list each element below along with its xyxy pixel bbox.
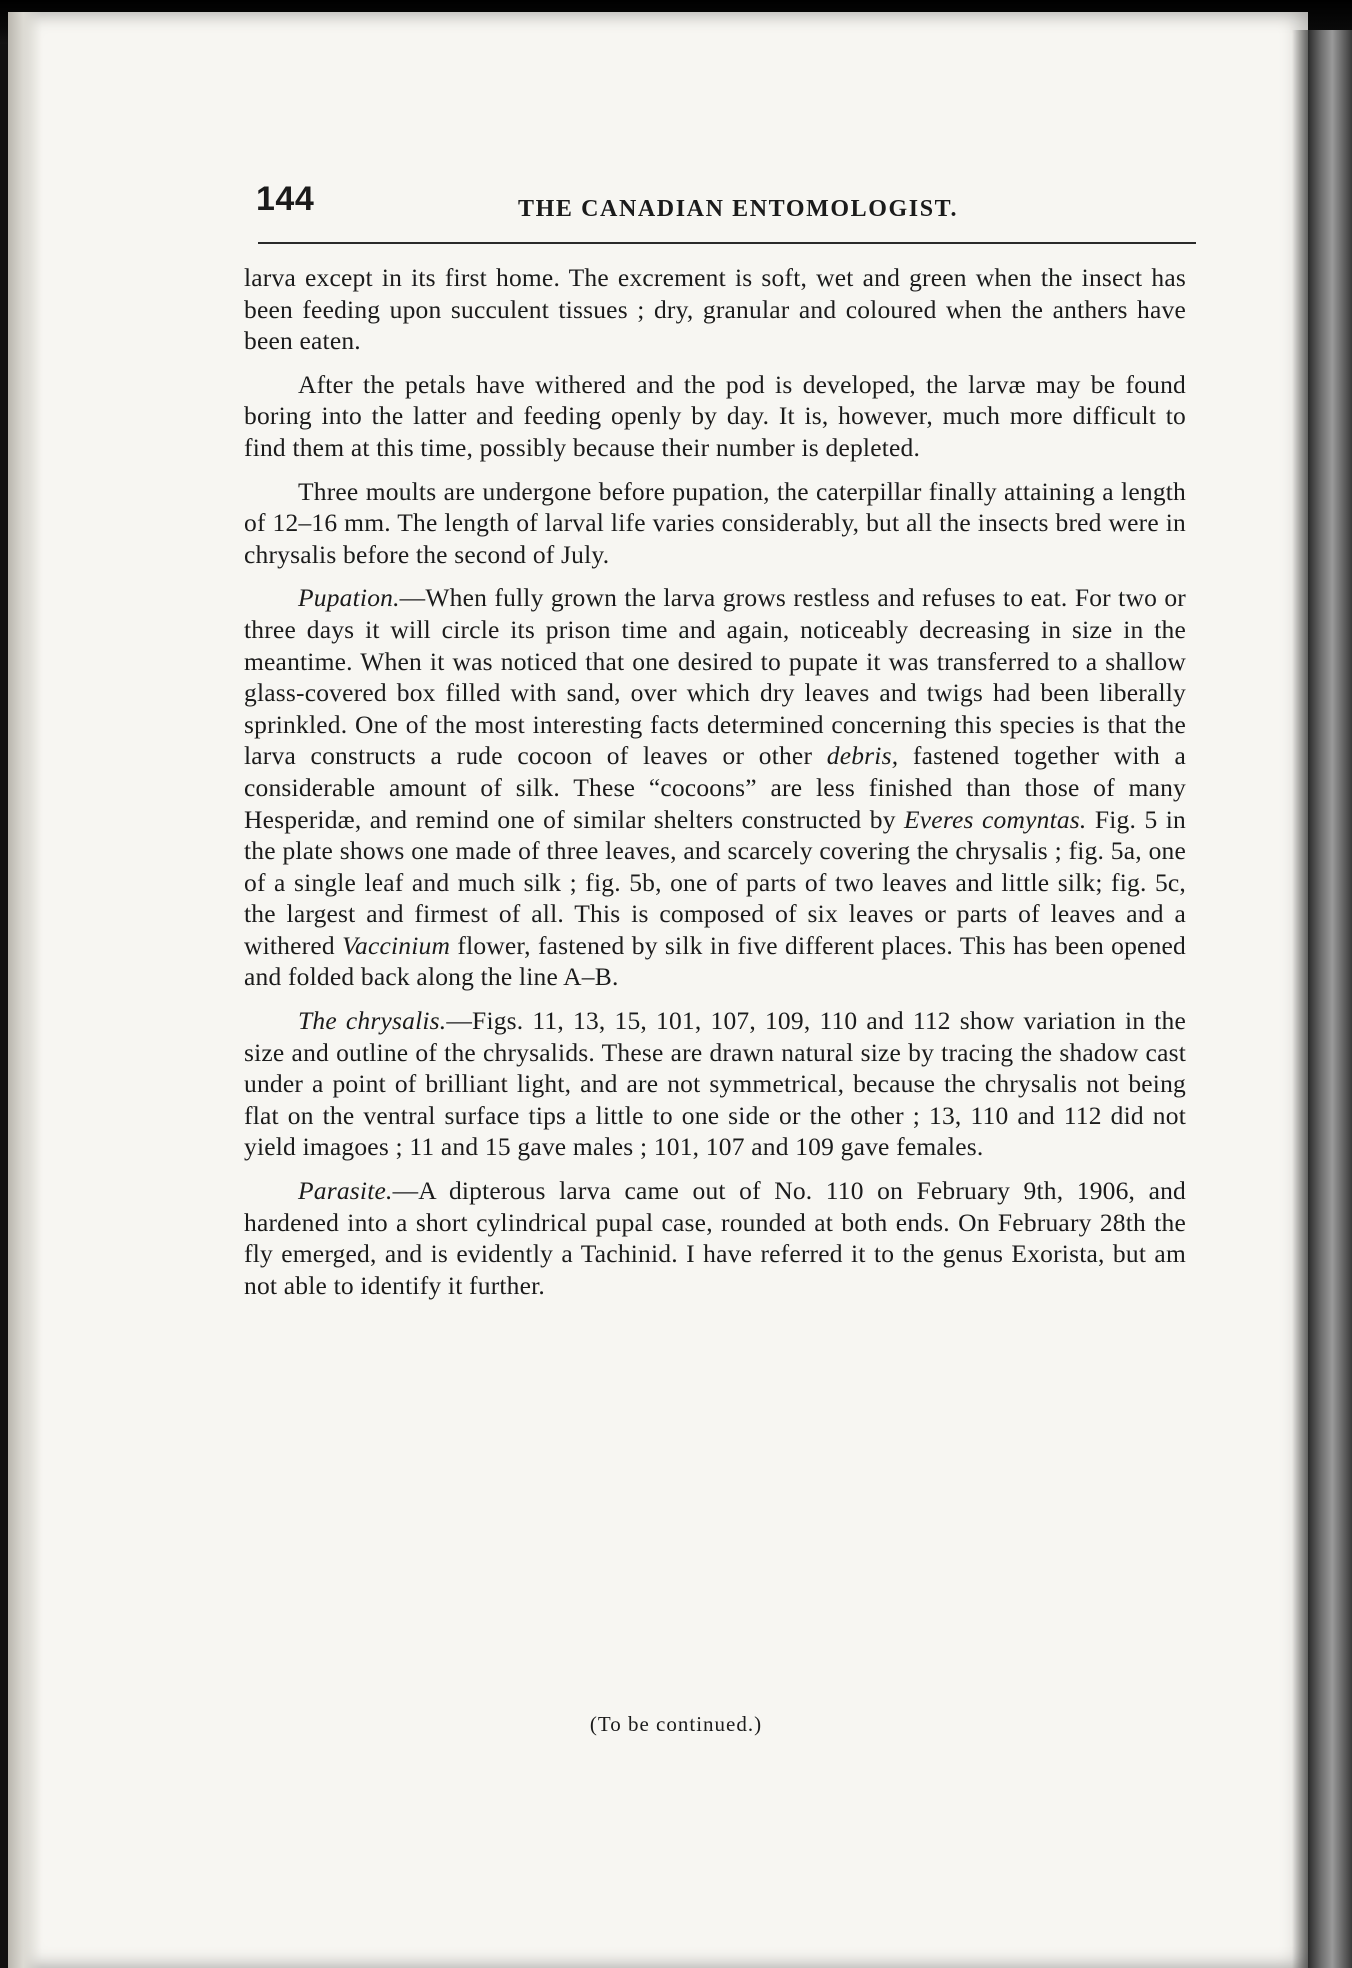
paragraph-parasite bbox=[244, 1175, 1186, 1301]
page-number: 144 bbox=[256, 180, 315, 218]
chrysalis-text: —Figs. 11, 13, 15, 101, 107, 109, 110 and 112 show variation in the size and outline of the chrysalids. These are drawn natural size by tracing the shadow cast under a point of brilliant light, and are not symmetrical, because the chrysalis not being flat on the ventral surface tips a little to one side or the other ; 13, 110 and 112 did not yield imagoes ; 11 and 15 gave males ; 101, 107 and 109 gave females. bbox=[244, 1006, 1186, 1162]
header-rule bbox=[258, 242, 1196, 244]
debris-term: debris, bbox=[826, 741, 899, 771]
parasite-heading: Parasite. bbox=[298, 1176, 393, 1206]
vaccinium-term: Vaccinium bbox=[342, 930, 451, 960]
chrysalis-heading: The chrysalis. bbox=[298, 1006, 447, 1036]
pupation-text-3: Fig. 5 in the plate shows one made of three leaves, and scarcely covering the chrysalis ; fig. 5a, one of a single leaf and much silk ; fig. 5b, one of parts of two leaves and little silk; fig. 5c, the largest and firmest of all. This is composed of six leaves or parts of leaves and a withered bbox=[244, 804, 1186, 960]
everes-comyntas-term: Everes comyntas. bbox=[904, 804, 1087, 834]
pupation-heading: Pupation. bbox=[298, 583, 400, 613]
pupation-text-2: fastened together with a considerable amount of silk. These “cocoons” are less finished than those of many Hesperidæ, and remind one of similar shelters constructed by bbox=[244, 741, 1187, 834]
page-header bbox=[256, 180, 1196, 244]
paragraph-pupation bbox=[244, 582, 1186, 993]
book-edge bbox=[1308, 30, 1352, 1968]
paragraph-chrysalis bbox=[244, 1005, 1186, 1163]
paragraph-1: larva except in its first home. The excrement is soft, wet and green when the insect has been feeding upon succulent tissues ; dry, granular and coloured when the anthers have been eaten. bbox=[244, 263, 1186, 356]
parasite-text: —A dipterous larva came out of No. 110 on February 9th, 1906, and hardened into a short cylindrical pupal case, rounded at both ends. On February 28th the fly emerged, and is evidently a Tachinid. I have referred it to the genus Exorista, but am not able to identify it further. bbox=[244, 1176, 1186, 1300]
pupation-text-1: —When fully grown the larva grows restless and refuses to eat. For two or three days it will circle its prison time and again, noticeably decreasing in size in the meantime. When it was noticed that one desired to pupate it was transferred to a shallow glass-covered box filled with sand, over which dry leaves and twigs had been liberally sprinkled. One of the most interesting facts determined concerning this species is that the larva constructs a rude cocoon of leaves or other bbox=[244, 583, 1186, 771]
paragraph-2: After the petals have withered and the pod is developed, the larvæ may be found boring into the latter and feeding openly by day. It is, however, much more difficult to find them at this time, possibly because their number is depleted. bbox=[244, 369, 1186, 462]
running-head: THE CANADIAN ENTOMOLOGIST. bbox=[518, 196, 959, 222]
page-left-edge bbox=[8, 12, 42, 1968]
paragraph-3: Three moults are undergone before pupation, the caterpillar finally attaining a length of 12–16 mm. The length of larval life varies considerably, but all the insects bred were in chrysalis before the second of July. bbox=[244, 476, 1186, 569]
pupation-text-4: flower, fastened by silk in five different places. This has been opened and folded back along the line A–B. bbox=[244, 930, 1186, 992]
to-be-continued: (To be continued.) bbox=[589, 1712, 763, 1736]
article-body bbox=[244, 262, 1186, 1313]
